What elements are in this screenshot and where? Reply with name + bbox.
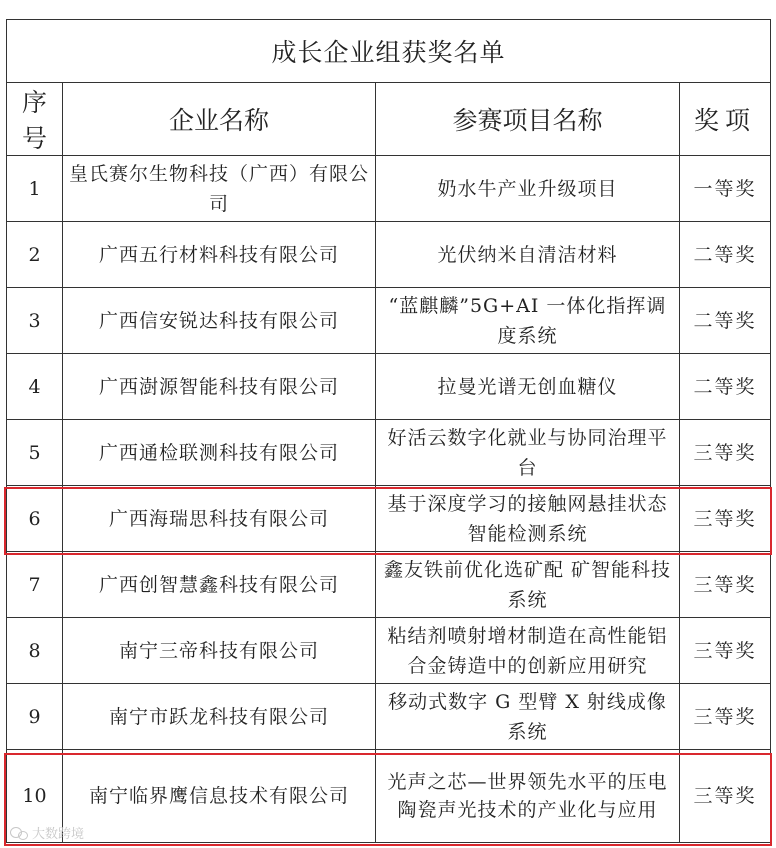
row-index: 6	[7, 486, 63, 552]
row-index: 1	[7, 156, 63, 222]
row-project: 光伏纳米自清洁材料	[376, 222, 680, 288]
row-index: 4	[7, 354, 63, 420]
row-award: 二等奖	[680, 222, 771, 288]
row-project: 光声之芯—世界领先水平的压电陶瓷声光技术的产业化与应用	[376, 750, 680, 843]
row-index: 3	[7, 288, 63, 354]
table-row	[7, 156, 771, 222]
table-title: 成长企业组获奖名单	[7, 20, 771, 83]
table-row	[7, 222, 771, 288]
header-row	[7, 83, 771, 156]
row-award: 三等奖	[680, 618, 771, 684]
row-index: 2	[7, 222, 63, 288]
row-project: 基于深度学习的接触网悬挂状态智能检测系统	[376, 486, 680, 552]
row-award: 三等奖	[680, 684, 771, 750]
table-row	[7, 486, 771, 552]
row-award: 二等奖	[680, 354, 771, 420]
row-company: 广西信安锐达科技有限公司	[63, 288, 376, 354]
row-award: 三等奖	[680, 486, 771, 552]
award-table	[6, 19, 771, 843]
row-company: 广西澍源智能科技有限公司	[63, 354, 376, 420]
table-row	[7, 618, 771, 684]
table-row	[7, 750, 771, 843]
row-award: 一等奖	[680, 156, 771, 222]
row-company: 广西五行材料科技有限公司	[63, 222, 376, 288]
row-award: 三等奖	[680, 420, 771, 486]
row-project: 移动式数字 G 型臂 X 射线成像系统	[376, 684, 680, 750]
row-project: 粘结剂喷射增材制造在高性能铝合金铸造中的创新应用研究	[376, 618, 680, 684]
row-company: 广西海瑞思科技有限公司	[63, 486, 376, 552]
table-row	[7, 354, 771, 420]
header-project: 参赛项目名称	[376, 83, 680, 156]
row-company: 南宁三帝科技有限公司	[63, 618, 376, 684]
row-index: 10	[7, 750, 63, 843]
watermark	[10, 823, 84, 842]
row-project: 拉曼光谱无创血糖仪	[376, 354, 680, 420]
row-award: 三等奖	[680, 552, 771, 618]
row-company: 广西通检联测科技有限公司	[63, 420, 376, 486]
row-company: 南宁市跃龙科技有限公司	[63, 684, 376, 750]
row-project: “蓝麒麟”5G+AI 一体化指挥调度系统	[376, 288, 680, 354]
row-index: 7	[7, 552, 63, 618]
row-index: 9	[7, 684, 63, 750]
row-award: 二等奖	[680, 288, 771, 354]
header-award: 奖项	[680, 83, 771, 156]
header-company: 企业名称	[63, 83, 376, 156]
row-company: 广西创智慧鑫科技有限公司	[63, 552, 376, 618]
table-row	[7, 552, 771, 618]
weibo-like-icon	[10, 826, 28, 840]
row-index: 8	[7, 618, 63, 684]
row-company: 南宁临界鹰信息技术有限公司	[63, 750, 376, 843]
table-row	[7, 684, 771, 750]
table-row	[7, 420, 771, 486]
row-index: 5	[7, 420, 63, 486]
row-project: 鑫友铁前优化选矿配 矿智能科技系统	[376, 552, 680, 618]
header-index: 序号	[7, 83, 63, 156]
watermark-text: 大数跨境	[32, 827, 85, 842]
row-award: 三等奖	[680, 750, 771, 843]
row-project: 好活云数字化就业与协同治理平台	[376, 420, 680, 486]
table-row	[7, 288, 771, 354]
row-company: 皇氏赛尔生物科技（广西）有限公司	[63, 156, 376, 222]
row-project: 奶水牛产业升级项目	[376, 156, 680, 222]
